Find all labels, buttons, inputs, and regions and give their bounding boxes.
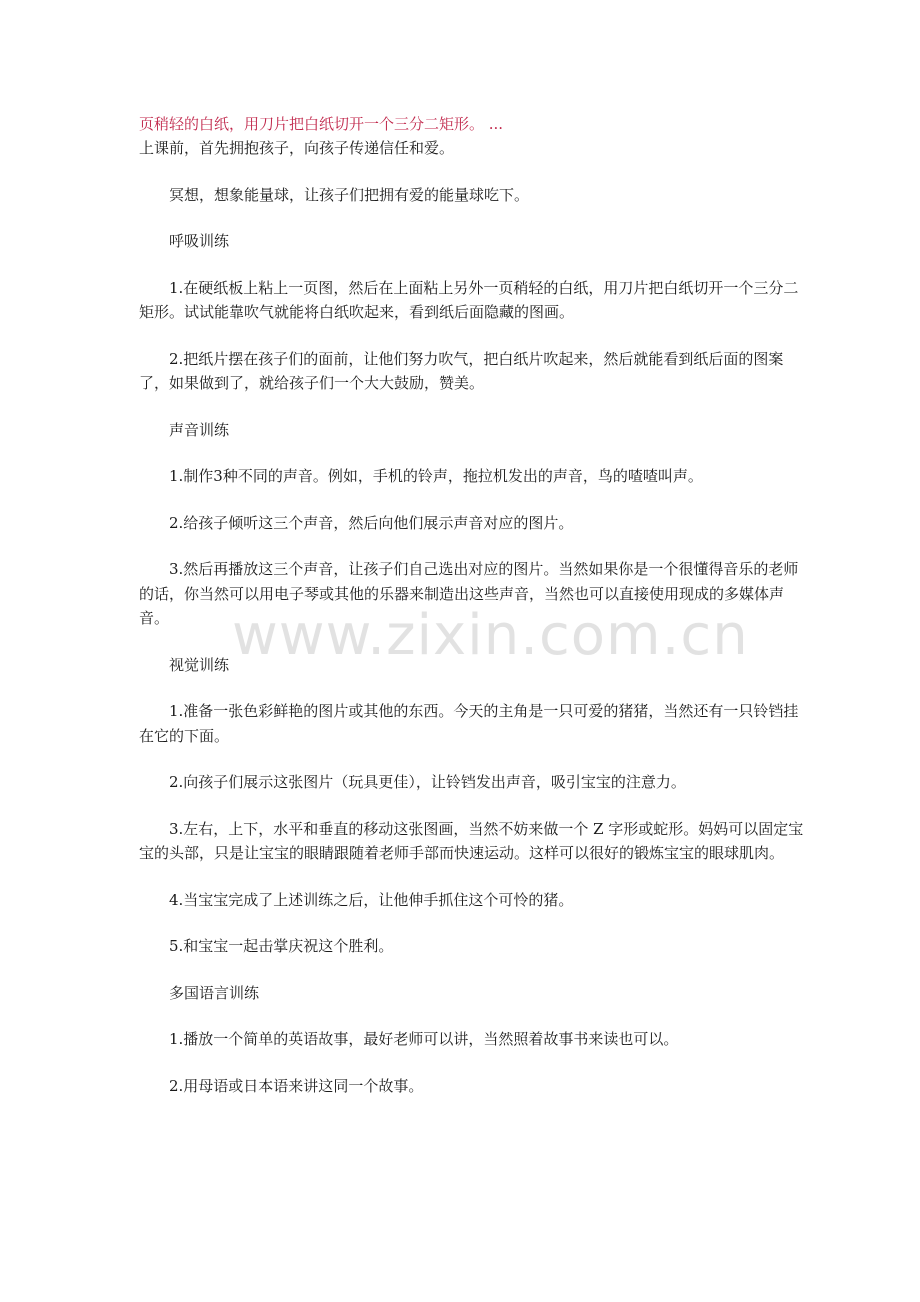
paragraph-language-2: 2.用母语或日本语来讲这同一个故事。 [169,1076,424,1095]
paragraph-language-1: 1.播放一个简单的英语故事，最好老师可以讲，当然照着故事书来读也可以。 [169,1030,679,1048]
paragraph-sound-2: 2.给孩子倾听这三个声音，然后向他们展示声音对应的图片。 [169,513,574,532]
section-heading-vision: 视觉训练 [169,655,230,674]
paragraph-breathing-2: 2.把纸片摆在孩子们的面前，让他们努力吹气，把白纸片吹起来，然后就能看到纸后面的图案了，如果做到了，就给孩子们一个大大鼓励，赞美。 [139,349,784,392]
paragraph-vision-1: 1.准备一张色彩鲜艳的图片或其他的东西。今天的主角是一只可爱的猪猪，当然还有一只铃铛挂在它的下面。 [139,702,799,745]
section-heading-breathing: 呼吸训练 [169,232,230,250]
search-snippet-link[interactable]: 页稍轻的白纸，用刀片把白纸切开一个三分二矩形。 ... [139,115,504,133]
paragraph-breathing-1: 1.在硬纸板上粘上一页图，然后在上面粘上另外一页稍轻的白纸，用刀片把白纸切开一个三分二矩形。试试能靠吹气就能将白纸吹起来，看到纸后面隐藏的图画。 [139,278,799,321]
watermark: www.zixin.com.cn [232,603,749,668]
paragraph-intro: 上课前，首先拥抱孩子，向孩子传递信任和爱。 [139,139,455,157]
paragraph-sound-1: 1.制作3种不同的声音。例如，手机的铃声，拖拉机发出的声音，鸟的喳喳叫声。 [169,467,703,485]
document-body [139,112,811,1098]
paragraph-meditation: 冥想，想象能量球，让孩子们把拥有爱的能量球吃下。 [169,185,530,204]
paragraph-sound-3: 3.然后再播放这三个声音，让孩子们自己选出对应的图片。当然如果你是一个很懂得音乐的老师的话，你当然可以用电子琴或其他的乐器来制造出这些声音，当然也可以直接使用现成的多媒体声音。 [139,560,799,627]
paragraph-vision-5: 5.和宝宝一起击掌庆祝这个胜利。 [169,937,394,955]
section-heading-sound: 声音训练 [169,420,230,439]
section-heading-language: 多国语言训练 [169,983,260,1002]
paragraph-vision-4: 4.当宝宝完成了上述训练之后，让他伸手抓住这个可怜的猪。 [169,890,574,909]
paragraph-vision-3: 3.左右，上下，水平和垂直的移动这张图画，当然不妨来做一个 Z 字形或蛇形。妈妈可以固定宝宝的头部，只是让宝宝的眼睛跟随着老师手部而快速运动。这样可以很好的锻炼宝宝的眼球肌肉。 [139,819,804,862]
paragraph-vision-2: 2.向孩子们展示这张图片（玩具更佳），让铃铛发出声音，吸引宝宝的注意力。 [169,773,686,791]
